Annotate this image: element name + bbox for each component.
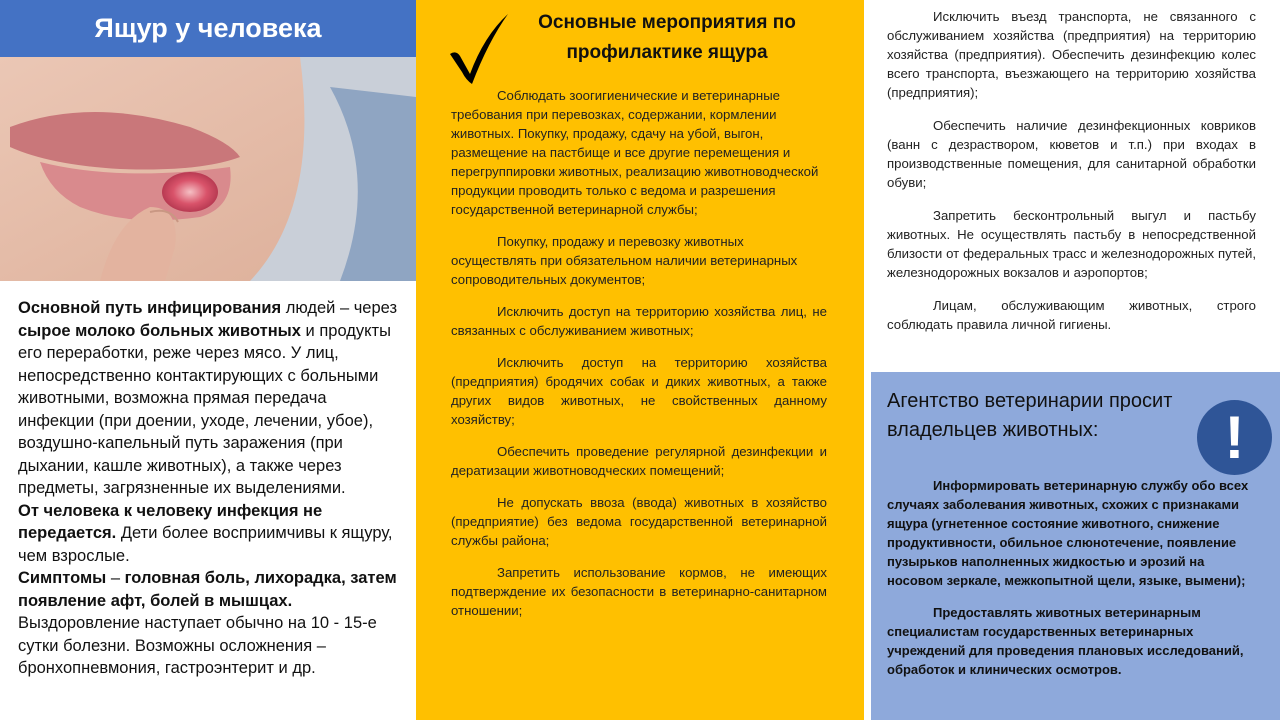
symptoms-list: головная боль, лихорадка, затем появление афт, болей в мышцах. [18, 569, 397, 610]
symptoms-dash: – [106, 569, 125, 587]
prevention-item: Исключить доступ на территорию хозяйства лиц, не связанных с обслуживанием животных; [451, 304, 827, 338]
measure-item: Обеспечить наличие дезинфекционных ковриков (ванн с дезраствором, кюветов и т.п.) при входах в производственные помещения, для санитарной обработки обуви; [887, 118, 1256, 190]
prevention-title: Основные мероприятия по профилактике ящура [538, 12, 796, 63]
prevention-item: Покупку, продажу и перевозку животных осуществлять при обязательном наличии ветеринарных сопроводительных документов; [451, 234, 798, 287]
agency-request-item: Информировать ветеринарную службу обо всех случаях заболевания животных, схожих с признаками ящура (угнетенное состояние животного, снижение продуктивности, обильное слюнотечение, появление пузырьков наполненных жидкостью и эрозий на носовом зеркале, межкопытной щели, языке, вымени); [887, 478, 1249, 588]
no-human-transmission-highlight: От человека к человеку инфекция не передается. [18, 501, 323, 542]
measure-item: Лицам, обслуживающим животных, строго соблюдать правила личной гигиены. [887, 298, 1256, 332]
check-icon [446, 10, 510, 86]
left-body-text [18, 297, 402, 680]
prevention-item: Исключить доступ на территорию хозяйства (предприятия) бродячих собак и диких животных, а также других видов животных, не свойственных данному хозяйству; [451, 355, 827, 427]
prevention-item: Не допускать ввоза (ввода) животных в хозяйство (предприятие) без ведома государственной ветеринарной службы района; [451, 495, 827, 548]
agency-request-item: Предоставлять животных ветеринарным специалистам государственных ветеринарных учреждений для проведения плановых исследований, обработок и клинических осмотров. [887, 605, 1244, 677]
children-text: Дети более восприимчивы к ящуру, чем взрослые. [18, 524, 393, 565]
lip-ulcer-photo [0, 57, 416, 281]
prevention-list [451, 86, 827, 633]
agency-requests [887, 476, 1259, 692]
left-panel [0, 0, 416, 720]
measure-item: Исключить въезд транспорта, не связанного с обслуживанием хозяйства (предприятия) на территорию хозяйства (предприятия). Обеспечить дезинфекцию колес всего транспорта, въезжающего на территорию хозяйства (предприятия); [887, 9, 1256, 100]
exclamation-icon: ! [1197, 400, 1272, 475]
agency-notice-panel [871, 372, 1280, 720]
prevention-item: Обеспечить проведение регулярной дезинфекции и дератизации животноводческих помещений; [451, 444, 827, 478]
infection-text-2: и продукты его переработки, реже через мясо. У лиц, непосредственно контактирующих с больными животными, возможна прямая передача инфекции (при доении, уходе, лечении, убое), воздушно-капельный путь заражения (при дыхании, кашле животных), а также через предметы, загрязненные их выделениями. [18, 321, 391, 497]
prevention-item: Запретить использование кормов, не имеющих подтверждение их безопасности в ветеринарно-санитарном отношении; [451, 565, 827, 618]
agency-title: Агентство ветеринарии просит владельцев животных: [887, 390, 1173, 441]
symptoms-heading: Симптомы [18, 569, 107, 587]
infection-route-heading: Основной путь инфицирования [18, 299, 282, 317]
infection-text-1: людей – через [281, 299, 398, 317]
measure-item: Запретить бесконтрольный выгул и пастьбу животных. Не осуществлять пастьбу в непосредственной близости от федеральных трасс и железнодорожных путей, железнодорожных вокзалов и аэропортов; [887, 208, 1256, 280]
recovery-text: Выздоровление наступает обычно на 10 - 15-е сутки болезни. Возможны осложнения – бронхопневмония, гастроэнтерит и др. [18, 614, 377, 677]
page-title: Ящур у человека [0, 0, 416, 57]
prevention-item: Соблюдать зоогигиенические и ветеринарные требования при перевозках, содержании, кормлении животных. Покупку, продажу, сдачу на убой, выгон, размещение на пастбище и все другие перемещения и перегруппировки животных, реализацию животноводческой продукции проводить только с ведома и разрешения государственной ветеринарной службы; [451, 88, 819, 217]
raw-milk-highlight: сырое молоко больных животных [18, 321, 301, 340]
additional-measures [887, 7, 1256, 348]
